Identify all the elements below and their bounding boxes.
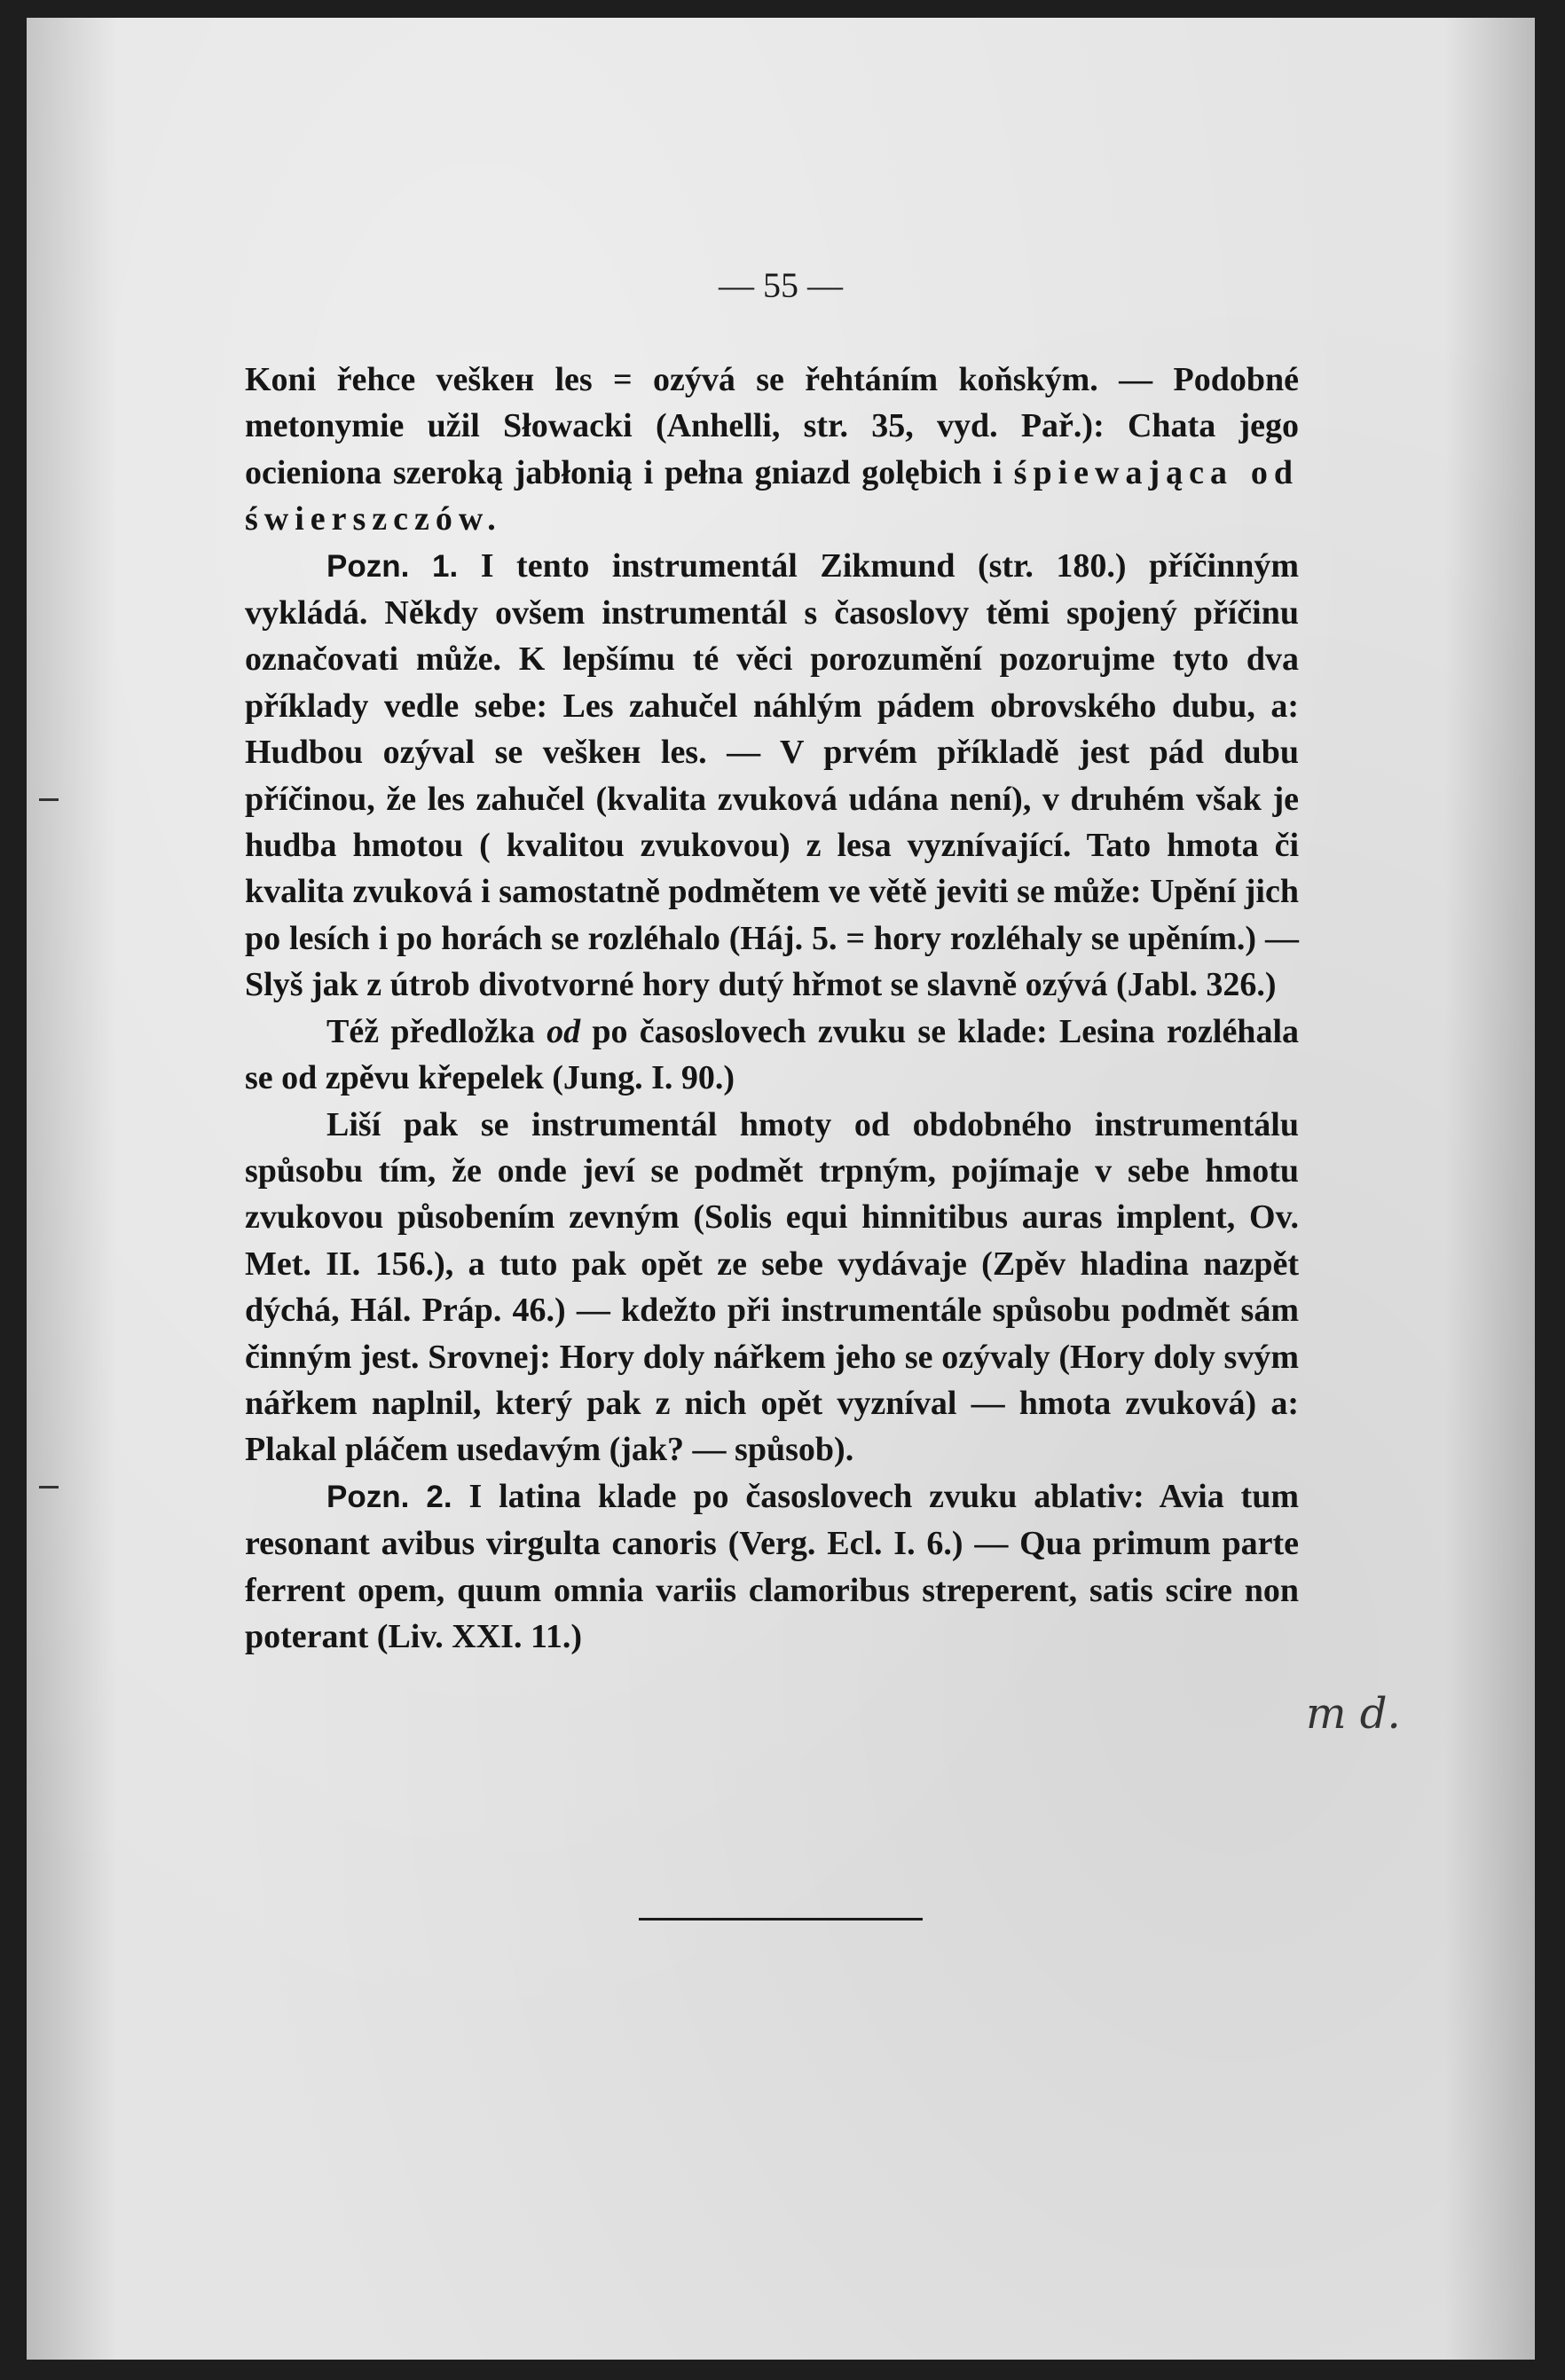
book-page: [27, 18, 1535, 2360]
paragraph-1: [245, 357, 1299, 543]
section-divider: [639, 1918, 923, 1920]
page-number: — 55 —: [719, 265, 843, 305]
paragraph-2-before: Též předložka: [326, 1012, 547, 1050]
note-1-label: Pozn. 1.: [326, 548, 459, 584]
handwritten-margin-note: m d.: [1306, 1689, 1401, 1739]
edge-mark: [39, 798, 59, 801]
paragraph-2-after: po časoslovech zvuku se klade: Lesina rozléhala se od zpěvu křepelek (Jung. I. 90.): [245, 1012, 1299, 1097]
note-1: [245, 543, 1299, 1009]
body-text: [245, 357, 1299, 1660]
edge-mark: [39, 1486, 59, 1488]
note-2: [245, 1473, 1299, 1661]
polish-quote-spaced: śpiewająca od świerszczów.: [245, 453, 1299, 538]
note-2-label: Pozn. 2.: [326, 1479, 452, 1514]
paragraph-1-text: Koni řehce veškeн les = ozývá se řehtáním koňským. — Podobné metonymie užil Słowacki (Anhelli, str. 35, vyd. Pař.): Chata jego ocieniona szeroką jabłonią i pełna gniazd golębich i: [245, 361, 1299, 491]
note-2-text: I latina klade po časoslovech zvuku ablativ: Avia tum resonant avibus virgulta canoris (Verg. Ecl. I. 6.) — Qua primum parte ferrent opem, quum omnia variis clamoribus streperent, satis scire non poterant (Liv. XXI. 11.): [245, 1477, 1299, 1655]
paragraph-3: Liší pak se instrumentál hmoty od obdobného instrumentálu spůsobu tím, že onde jeví se podmět trpným, pojímaje v sebe hmotu zvukovou působením zevným (Solis equi hinnitibus auras implent, Ov. Met. II. 156.), a tuto pak opět ze sebe vydávaje (Zpěv hladina nazpět dýchá, Hál. Práp. 46.) — kdežto při instrumentále spůsobu podmět sám činným jest. Srovnej: Hory doly nářkem jeho se ozývaly (Hory doly svým nářkem naplnil, který pak z nich opět vyzníval — hmota zvuková) a: Plakal pláčem usedavým (jak? — spůsob).: [245, 1105, 1299, 1469]
preposition-od: od: [547, 1012, 581, 1050]
note-1-text: I tento instrumentál Zikmund (str. 180.) příčinným vykládá. Někdy ovšem instrumentál s časoslovy těmi spojený příčinu označovati může. K lepšímu té věci porozumění pozorujme tyto dva příklady vedle sebe: Les zahučel náhlým pádem obrovského dubu, a: Hudbou ozýval se veškeн les. — V prvém příkladě jest pád dubu příčinou, že les zahučel (kvalita zvuková udána není), v druhém však je hudba hmotou ( kvalitou zvukovou) z lesa vyznívající. Tato hmota či kvalita zvuková i samostatně podmětem ve větě jeviti se může: Upění jich po lesích i po horách se rozléhalo (Háj. 5. = hory rozléhaly se upěním.) — Slyš jak z útrob divotvorné hory dutý hřmot se slavně ozývá (Jabl. 326.): [245, 546, 1299, 1004]
paragraph-2: [245, 1009, 1299, 1102]
